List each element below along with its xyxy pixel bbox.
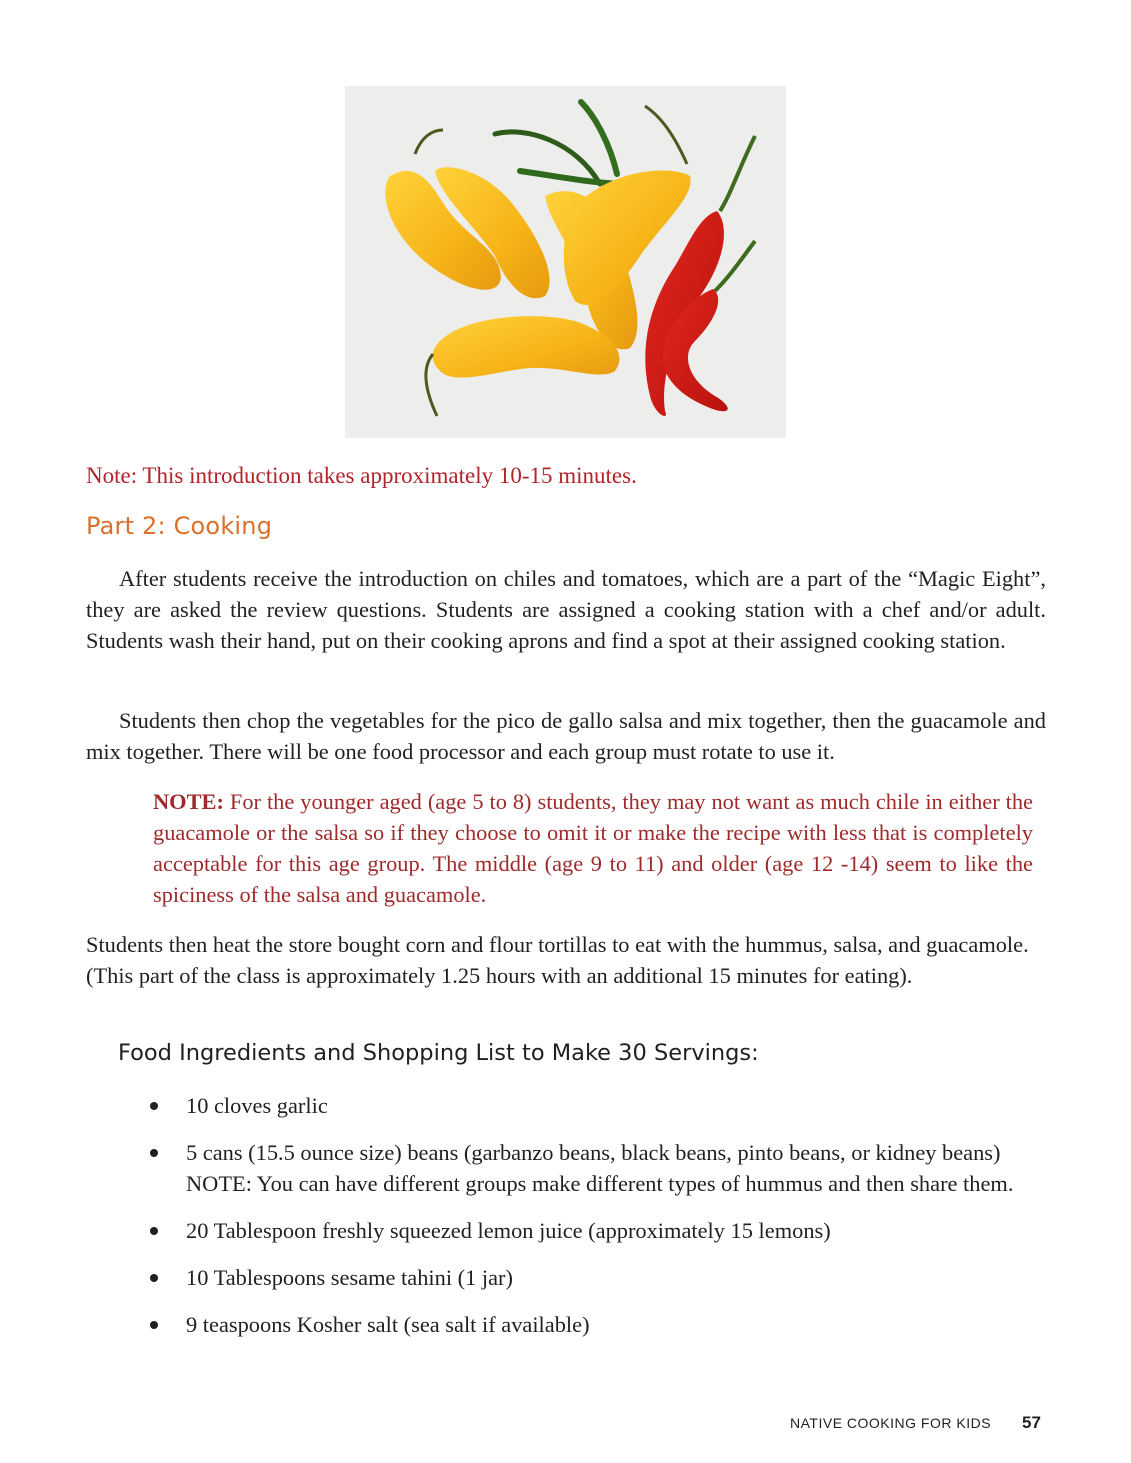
page-number: 57 — [1022, 1413, 1041, 1432]
bullet-icon — [150, 1274, 158, 1282]
callout-label: NOTE: — [153, 789, 224, 814]
list-item: 10 cloves garlic — [150, 1090, 1030, 1121]
ingredients-list — [150, 1090, 1030, 1356]
list-item: 9 teaspoons Kosher salt (sea salt if available) — [150, 1309, 1030, 1340]
bullet-icon — [150, 1227, 158, 1235]
callout-text: For the younger aged (age 5 to 8) students, they may not want as much chile in either the guacamole or the salsa so if they choose to omit it or make the recipe with less that is completely acceptable for this age group. The middle (age 9 to 11) and older (age 12 -14) seem to like the spiciness of the salsa and guacamole. — [153, 789, 1033, 907]
intro-duration-note: Note: This introduction takes approximately 10-15 minutes. — [86, 463, 637, 488]
paragraph-chopping: Students then chop the vegetables for the pico de gallo salsa and mix together, then the guacamole and mix together. There will be one food processor and each group must rotate to use it. — [86, 708, 1046, 764]
bullet-icon — [150, 1149, 158, 1157]
paragraph-intro: After students receive the introduction on chiles and tomatoes, which are a part of the “Magic Eight”, they are asked the review questions. Students are assigned a cooking station with a chef and/or adult. Students wash their hand, put on their cooking aprons and find a spot at their assigned cooking station. — [86, 566, 1046, 653]
age-note-callout — [153, 786, 1033, 910]
list-item: 10 Tablespoons sesame tahini (1 jar) — [150, 1262, 1030, 1293]
bullet-icon — [150, 1321, 158, 1329]
bullet-icon — [150, 1102, 158, 1110]
paragraph-tortillas: Students then heat the store bought corn and flour tortillas to eat with the hummus, salsa, and guacamole. (This part of the class is approximately 1.25 hours with an additional 15 minutes for eating). — [86, 932, 1029, 988]
footer-book-title: NATIVE COOKING FOR KIDS — [790, 1415, 992, 1431]
list-item: 20 Tablespoon freshly squeezed lemon juice (approximately 15 lemons) — [150, 1215, 1030, 1246]
list-item: 5 cans (15.5 ounce size) beans (garbanzo beans, black beans, pinto beans, or kidney beans) NOTE: You can have different groups make different types of hummus and then share them. — [150, 1137, 1030, 1199]
section-heading: Part 2: Cooking — [86, 512, 273, 540]
chile-peppers-photo — [345, 86, 786, 438]
shopping-list-heading: Food Ingredients and Shopping List to Make 30 Servings: — [118, 1040, 759, 1066]
